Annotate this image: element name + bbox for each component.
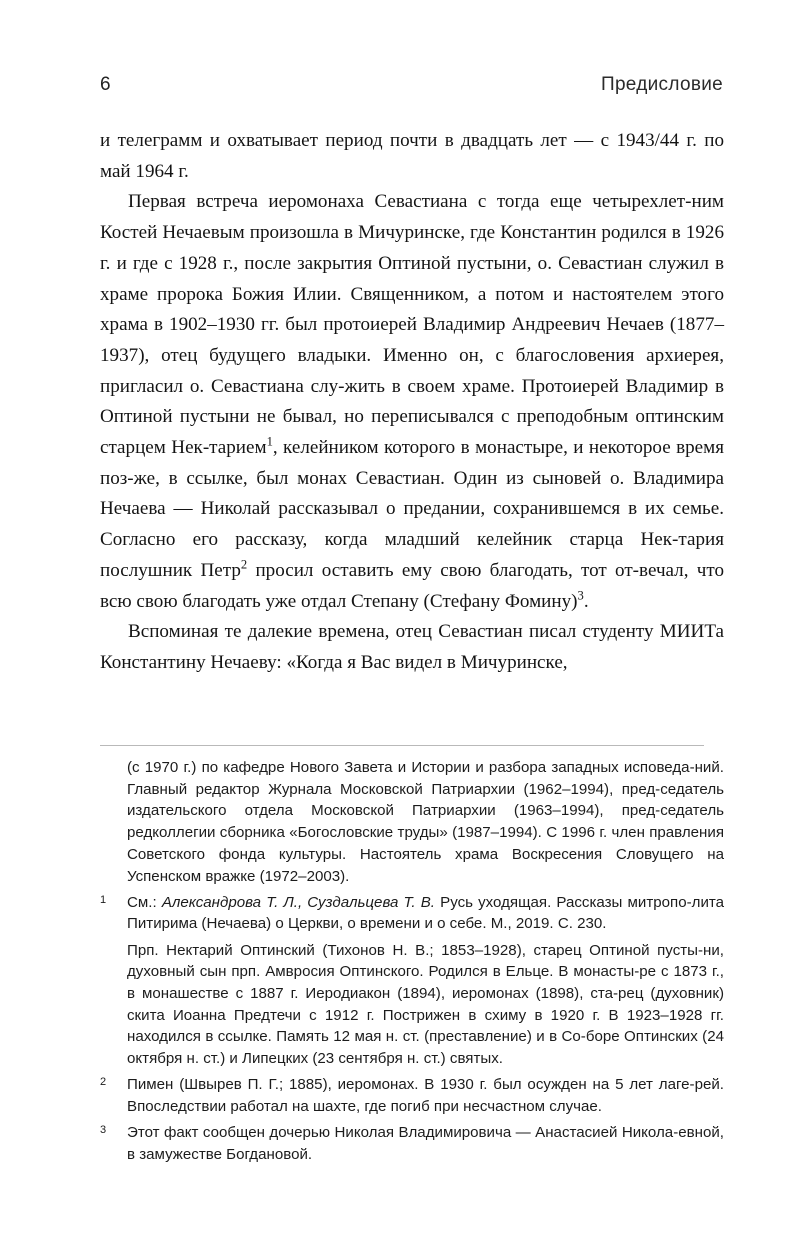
footnote-text: Пимен (Швырев П. Г.; 1885), иеромонах. В 1930 г. был осужден на 5 лет лаге-рей. Впоследствии работал на шахте, где погиб при несчастном случае. bbox=[127, 1076, 724, 1116]
footnote-item bbox=[100, 757, 724, 887]
footnote-text: Прп. Нектарий Оптинский (Тихонов Н. В.; 1853–1928), старец Оптиной пусты-ни, духовный сын прп. Амвросия Оптинского. Родился в Ельце. В монасты-ре с 1873 г., в монашестве с 1887 г. Иеродиакон (1894), иеромонах (1898), ста-рец (духовник) скита Иоанна Предтечи с 1912 г. Пострижен в схиму в 1920 г. В 1923–1928 гг. находился в ссылке. Память 12 мая н. ст. (преставление) и в Со-боре Оптинских (24 октября н. ст.) и Липецких (23 сентября н. ст.) святых. bbox=[127, 941, 724, 1068]
footnote-text: Этот факт сообщен дочерью Николая Владимировича — Анастасией Никола-евной, в замужестве Богдановой. bbox=[127, 1124, 724, 1163]
footnote-item bbox=[100, 1122, 724, 1165]
footnote-number: 3 bbox=[100, 1124, 107, 1137]
footnote-item bbox=[100, 940, 724, 1070]
body-text bbox=[100, 126, 724, 679]
running-head-title: Предисловие bbox=[600, 74, 723, 95]
footnote-text: (с 1970 г.) по кафедре Нового Завета и Истории и разбора западных исповеда-ний. Главный редактор Журнала Московской Патриархии (1962–1994), пред-седатель издательского отдела Московской Патриархии (1963–1994), пред-седатель редколлегии сборника «Богословские труды» (1987–1994). С 1996 г. член правления Советского фонда культуры. Настоятель храма Воскресения Словущего на Успенском вражке (1972–2003). bbox=[127, 759, 724, 885]
footnote-number: 2 bbox=[100, 1076, 107, 1089]
running-head bbox=[100, 74, 723, 96]
footnote-text: См.: Александрова Т. Л., Суздальцева Т. В. Русь уходящая. Рассказы митропо-лита Питирима (Нечаева) о Церкви, о времени и о себе. М., 2019. С. 230. bbox=[127, 893, 725, 933]
footnote-number: 1 bbox=[100, 893, 107, 906]
footnote-item bbox=[100, 892, 724, 935]
footnote-item bbox=[100, 1074, 724, 1117]
footnote-separator-rule bbox=[100, 745, 704, 746]
body-paragraph: и телеграмм и охватывает период почти в двадцать лет — с 1943/44 г. по май 1964 г. bbox=[100, 130, 724, 182]
body-paragraph: Первая встреча иеромонаха Севастиана с тогда еще четырехлет-ним Костей Нечаевым произошла в Мичуринске, где Константин родился в 1926 г. и где с 1928 г., после закрытия Оптиной пустыни, о. Севастиан служил в храме пророка Божия Илии. Священником, а потом и настоятелем этого храма в 1902–1930 гг. был протоиерей Владимир Андреевич Нечаев (1877–1937), отец будущего владыки. Именно он, с благословения архиерея, пригласил о. Севастиана слу-жить в своем храме. Протоиерей Владимир в Оптиной пустыни не бывал, но переписывался с преподобным оптинским старцем Нек-тарием$^1$, келейником которого в монастыре, и некоторое время поз-же, в ссылке, был монах Севастиан. Один из сыновей о. Владимира Нечаева — Николай рассказывал о предании, сохранившемся в их семье. Согласно его рассказу, когда младший келейник старца Нек-тария послушник Петр$^2$ просил оставить ему свою благодать, тот от-вечал, что всю свою благодать уже отдал Степану (Стефану Фомину)$^3$. bbox=[100, 191, 725, 612]
body-paragraph: Вспоминая те далекие времена, отец Севастиан писал студенту МИИТа Константину Нечаеву: «Когда я Вас видел в Мичуринске, bbox=[100, 621, 724, 673]
page-number: 6 bbox=[100, 74, 111, 95]
footnote-block bbox=[100, 757, 724, 1170]
